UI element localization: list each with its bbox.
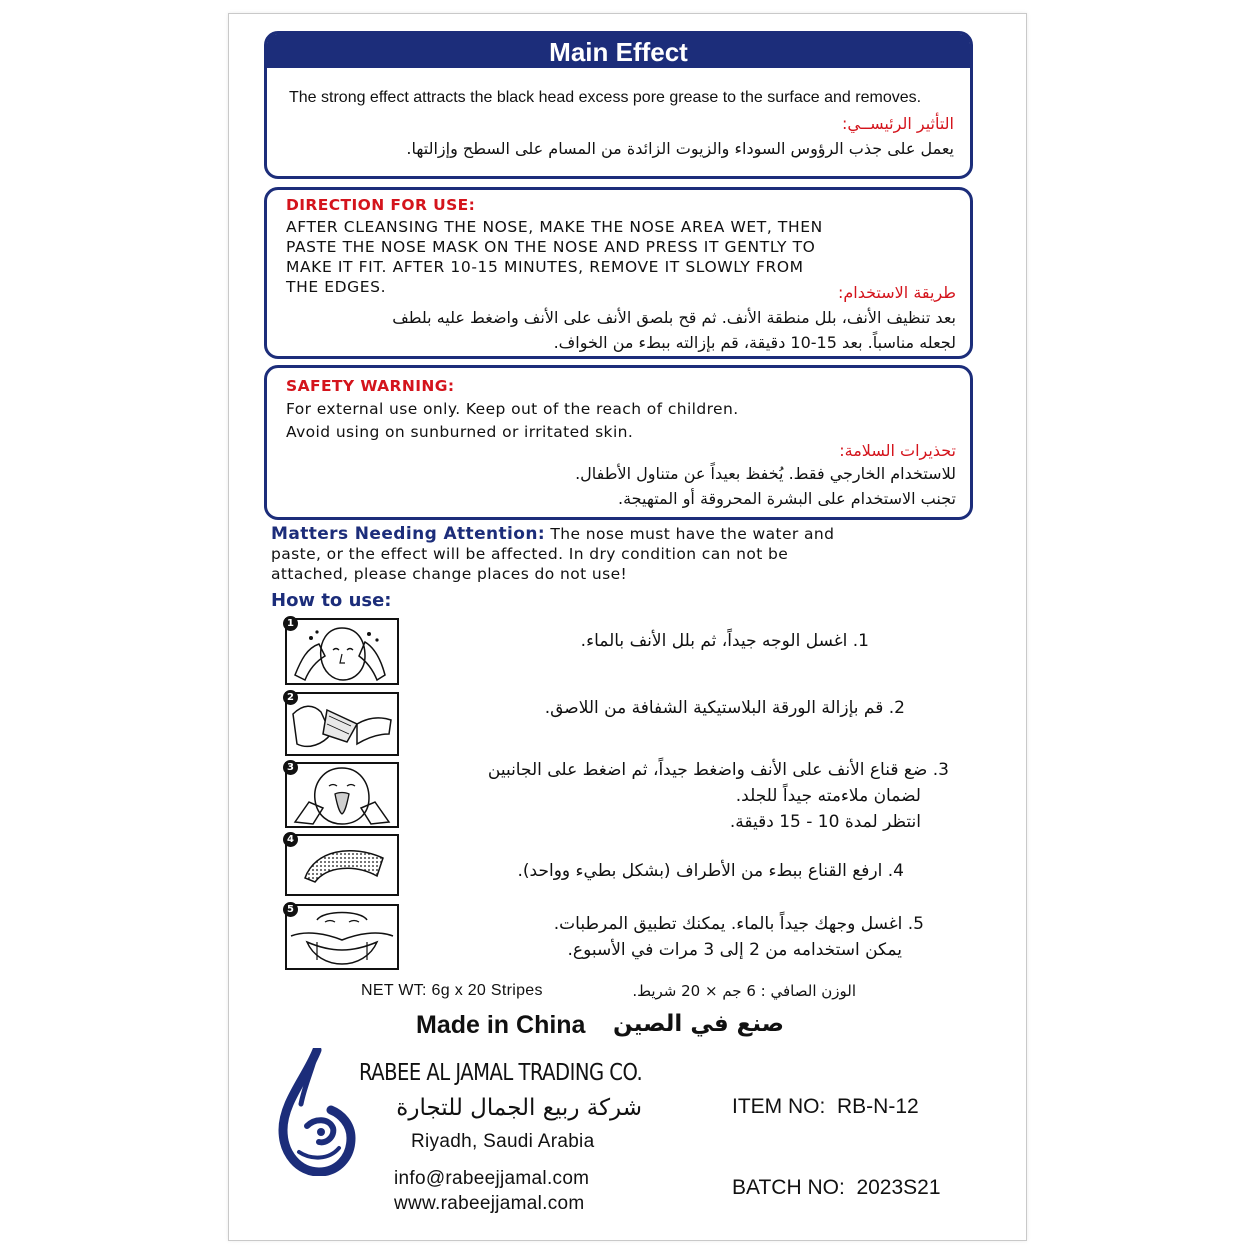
remove-mask-icon bbox=[287, 836, 397, 894]
main-effect-title: Main Effect bbox=[267, 34, 970, 68]
batch-number: BATCH NO: 2023S21 bbox=[732, 1176, 941, 1199]
direction-en-line: MAKE IT FIT. AFTER 10-15 MINUTES, REMOVE IT SLOWLY FROM bbox=[286, 258, 804, 276]
made-in-en: Made in China bbox=[416, 1011, 586, 1039]
safety-title: SAFETY WARNING: bbox=[286, 377, 455, 395]
company-location: Riyadh, Saudi Arabia bbox=[411, 1131, 595, 1152]
attention-label: Matters Needing Attention: bbox=[271, 524, 546, 544]
direction-en-text bbox=[286, 217, 823, 297]
peel-film-icon bbox=[287, 694, 397, 754]
net-weight-en: NET WT: 6g x 20 Stripes bbox=[361, 982, 543, 999]
step-1-text bbox=[581, 628, 869, 654]
step-3-text bbox=[488, 757, 949, 835]
step-illustration-rinse-face bbox=[285, 904, 399, 970]
direction-en-line: THE EDGES. bbox=[286, 278, 387, 296]
safety-en-line: Avoid using on sunburned or irritated skin. bbox=[286, 423, 634, 441]
step-illustration-peel-film bbox=[285, 692, 399, 756]
item-number: ITEM NO: RB-N-12 bbox=[732, 1095, 919, 1118]
step-number: 3 bbox=[283, 760, 298, 775]
direction-ar-text bbox=[392, 305, 956, 355]
step-5-text bbox=[554, 911, 924, 963]
step-4-text bbox=[518, 858, 904, 884]
direction-ar-title: طريقة الاستخدام: bbox=[837, 283, 956, 302]
company-email: info@rabeejjamal.com bbox=[394, 1168, 590, 1189]
main-effect-ar-title: التأثير الرئيســي: bbox=[841, 114, 954, 133]
safety-ar-line: تجنب الاستخدام على البشرة المحروقة أو المتهيجة. bbox=[618, 489, 956, 508]
attention-block bbox=[271, 524, 961, 584]
main-effect-en-text: The strong effect attracts the black head excess pore grease to the surface and removes. bbox=[289, 89, 922, 106]
net-weight-ar: الوزن الصافي : 6 جم × 20 شريط. bbox=[632, 982, 856, 1000]
direction-ar-line: لجعله مناسباً. بعد 15-10 دقيقة، قم بإزالته ببطء من الخواف. bbox=[553, 333, 956, 352]
apply-mask-icon bbox=[287, 764, 397, 826]
step-line: يمكن استخدامه من 2 إلى 3 مرات في الأسبوع. bbox=[567, 940, 902, 960]
safety-ar-line: للاستخدام الخارجي فقط. يُخفظ بعيداً عن متناول الأطفال. bbox=[575, 464, 956, 483]
step-line: انتظر لمدة 10 - 15 دقيقة. bbox=[729, 812, 921, 832]
direction-ar-line: بعد تنظيف الأنف، بلل منطقة الأنف. ثم قح بلصق الأنف على الأنف واضغط عليه بلطف bbox=[392, 308, 956, 327]
main-effect-box bbox=[264, 31, 973, 179]
direction-title: DIRECTION FOR USE: bbox=[286, 196, 476, 214]
step-2-text bbox=[545, 695, 905, 721]
attention-text-line: The nose must have the water and bbox=[545, 525, 835, 543]
step-number: 2 bbox=[283, 690, 298, 705]
safety-ar-title: تحذيرات السلامة: bbox=[839, 441, 956, 460]
rinse-face-icon bbox=[287, 906, 397, 968]
droplet-calligraphy-logo-icon bbox=[277, 1048, 357, 1176]
step-line: 1. اغسل الوجه جيداً، ثم بلل الأنف بالماء. bbox=[580, 631, 869, 651]
direction-en-line: PASTE THE NOSE MASK ON THE NOSE AND PRESS IT GENTLY TO bbox=[286, 238, 816, 256]
safety-ar-text bbox=[575, 461, 956, 511]
main-effect-ar-text: يعمل على جذب الرؤوس السوداء والزيوت الزائدة من المسام على السطح وإزالتها. bbox=[406, 139, 954, 158]
company-website: www.rabeejjamal.com bbox=[394, 1193, 585, 1214]
safety-en-text bbox=[286, 398, 739, 444]
safety-box bbox=[264, 365, 973, 520]
step-illustration-remove-mask bbox=[285, 834, 399, 896]
company-name-en: RABEE AL JAMAL TRADING CO. bbox=[359, 1060, 643, 1086]
safety-en-line: For external use only. Keep out of the reach of children. bbox=[286, 400, 739, 418]
made-in-ar: صنع في الصين bbox=[613, 1011, 784, 1037]
attention-text-line: attached, please change places do not use! bbox=[271, 565, 628, 583]
washing-face-icon bbox=[287, 620, 397, 683]
step-line: 2. قم بإزالة الورقة البلاستيكية الشفافة من اللاصق. bbox=[544, 698, 905, 718]
step-line: 3. ضع قناع الأنف على الأنف واضغط جيداً، ثم اضغط على الجانبين bbox=[487, 760, 949, 780]
step-number: 5 bbox=[283, 902, 298, 917]
step-line: لضمان ملاءمته جيداً للجلد. bbox=[735, 786, 921, 806]
step-number: 1 bbox=[283, 616, 298, 631]
direction-box bbox=[264, 187, 973, 359]
step-line: 5. اغسل وجهك جيداً بالماء. يمكنك تطبيق المرطبات. bbox=[553, 914, 924, 934]
step-line: 4. ارفع القناع ببطء من الأطراف (بشكل بطيء وواحد). bbox=[517, 861, 904, 881]
attention-text-line: paste, or the effect will be affected. In dry condition can not be bbox=[271, 545, 789, 563]
direction-en-line: AFTER CLEANSING THE NOSE, MAKE THE NOSE AREA WET, THEN bbox=[286, 218, 823, 236]
step-illustration-apply-mask bbox=[285, 762, 399, 828]
company-name-ar: شركة ربيع الجمال للتجارة bbox=[396, 1095, 642, 1121]
how-to-use-title: How to use: bbox=[271, 590, 392, 611]
step-illustration-wash-face bbox=[285, 618, 399, 685]
step-number: 4 bbox=[283, 832, 298, 847]
